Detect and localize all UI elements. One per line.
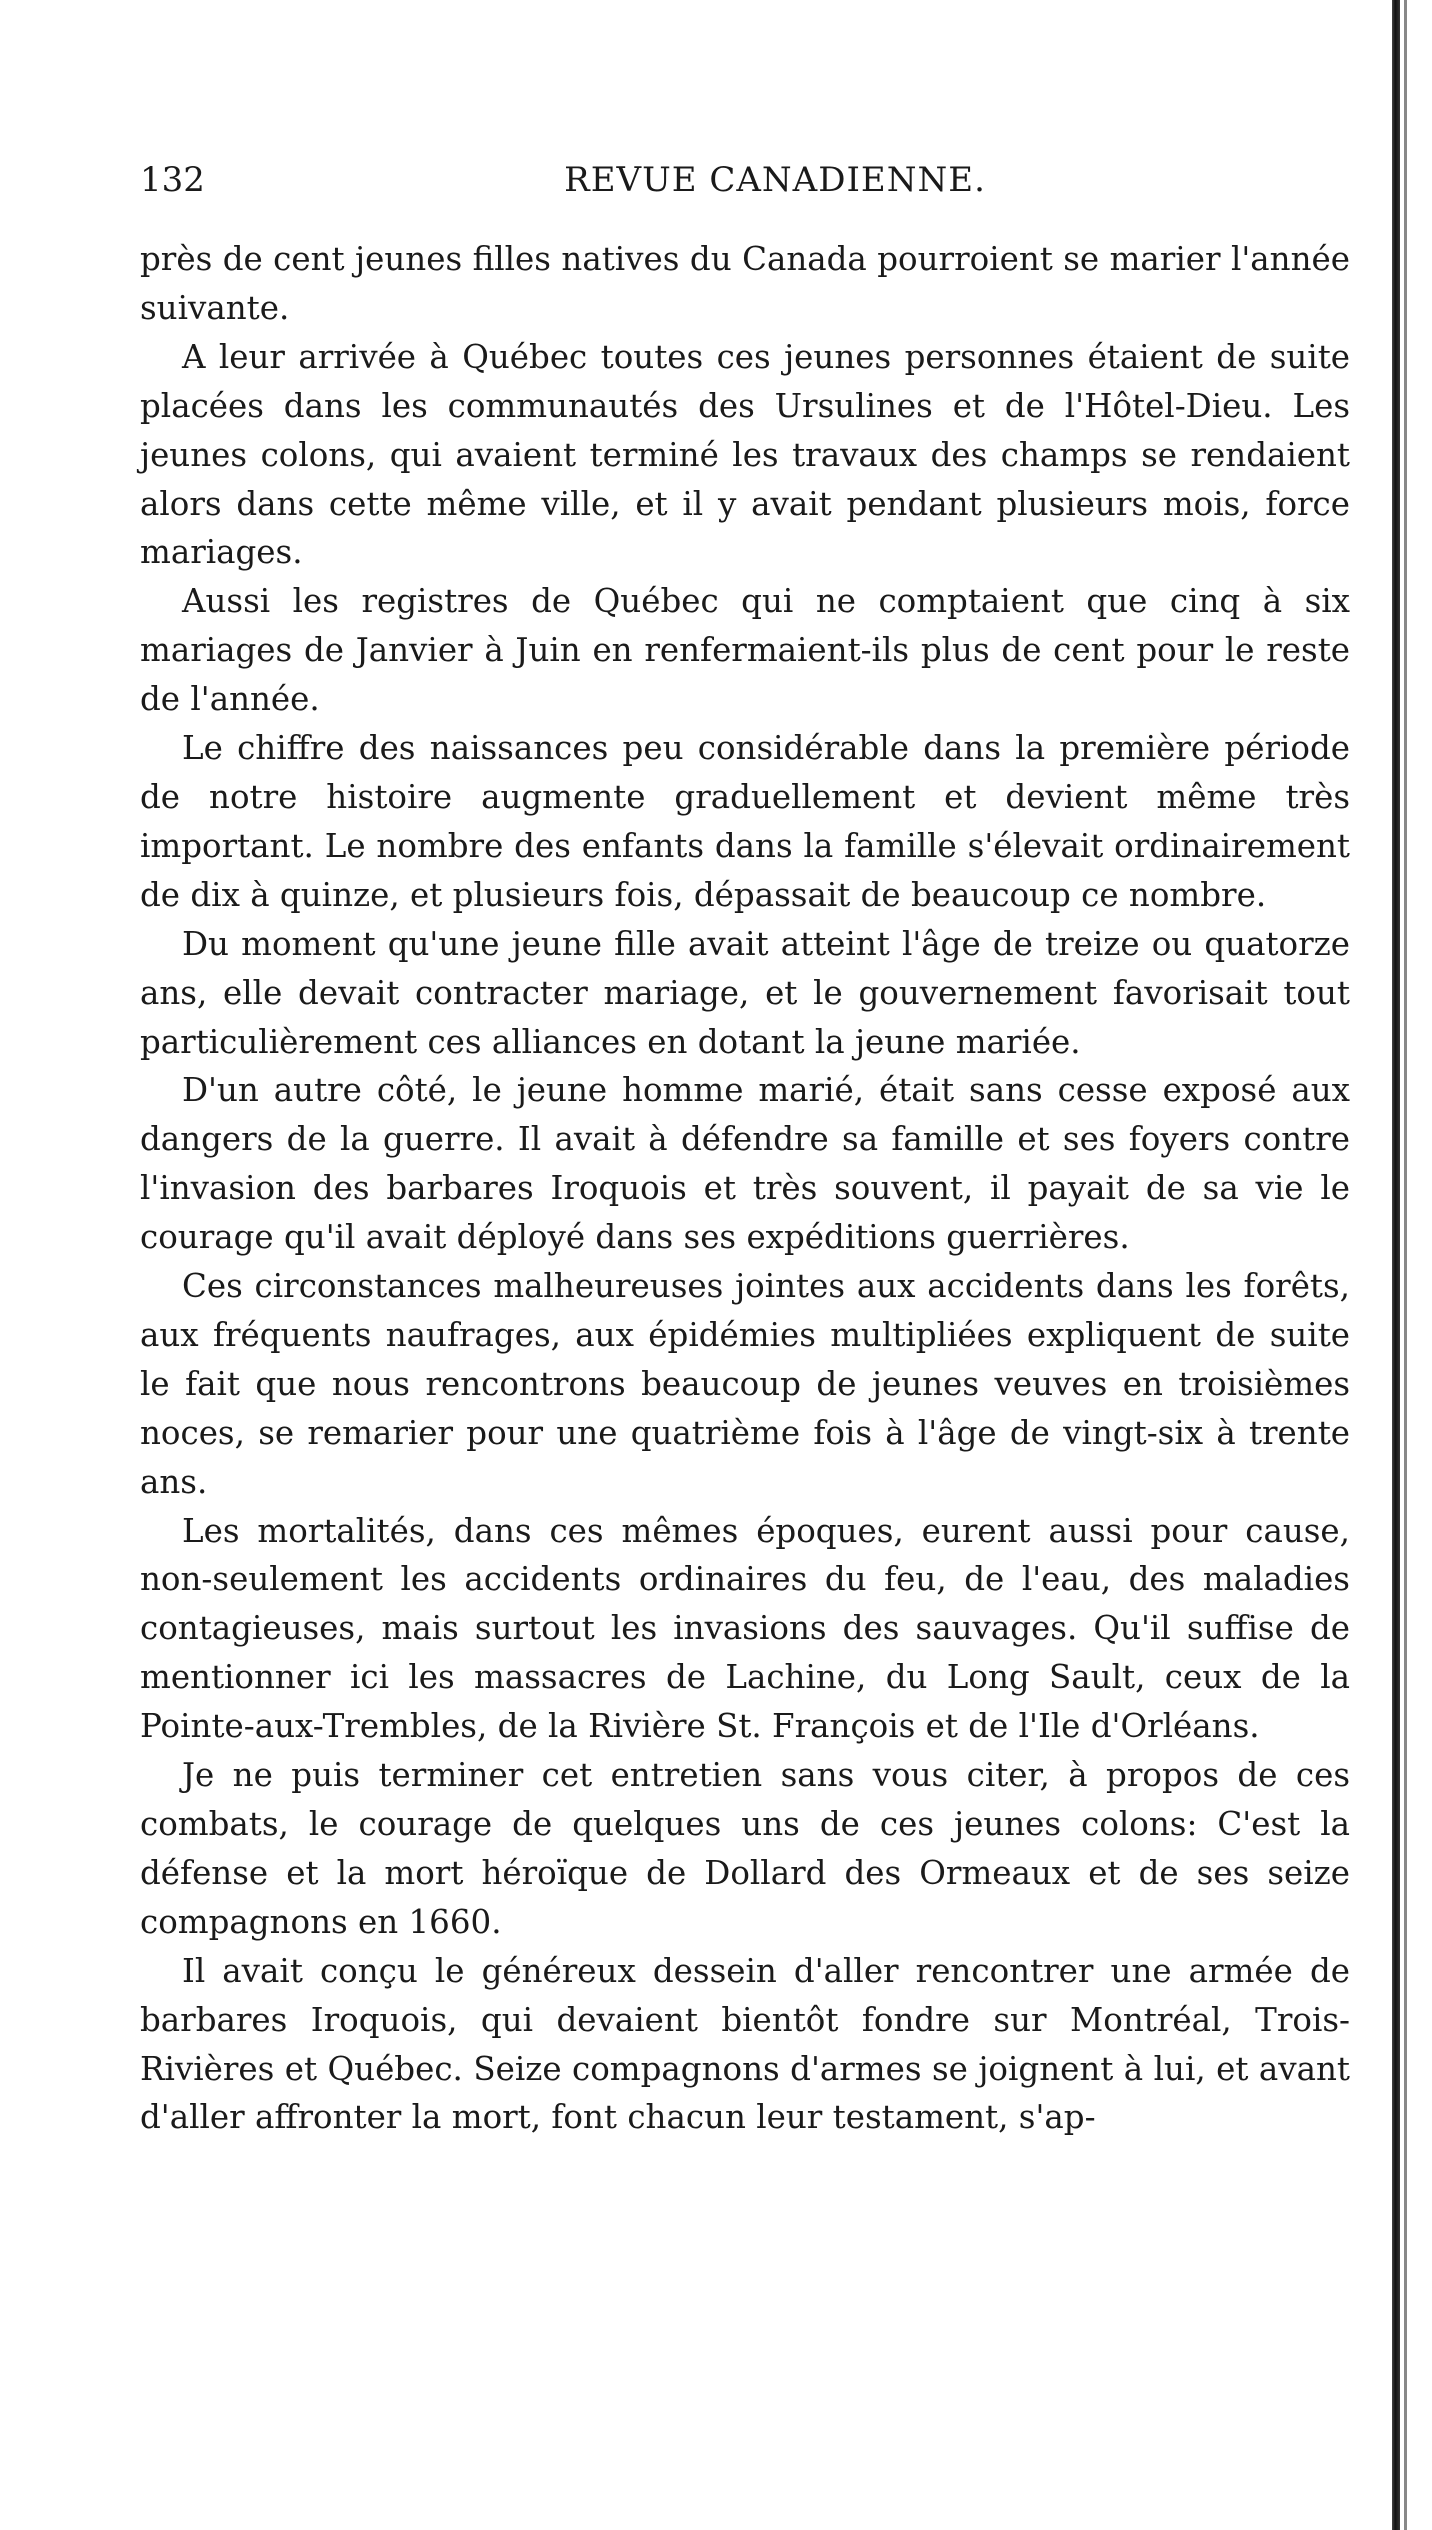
paragraph-4: Le chiffre des naissances peu considérable dans la première période de notre histoire augmente graduellement et devient même très important. Le nombre des enfants dans la famille s'élevait ordinairement de dix à quinze, et plusieurs fois, dépassait de beaucoup ce nombre.	[140, 729, 1350, 914]
paragraph-5: Du moment qu'une jeune fille avait atteint l'âge de treize ou quatorze ans, elle devait contracter mariage, et le gouvernement favorisait tout particulièrement ces alliances en dotant la jeune mariée.	[140, 924, 1350, 1061]
paragraph-8: Les mortalités, dans ces mêmes époques, eurent aussi pour cause, non-seulement les accidents ordinaires du feu, de l'eau, des maladies contagieuses, mais surtout les invasions des sauvages. Qu'il suffise de mentionner ici les massacres de Lachine, du Long Sault, ceux de la Pointe-aux-Trembles, de la Rivière St. François et de l'Ile d'Orléans.	[140, 1511, 1350, 1746]
page-edge-line	[1404, 0, 1407, 2530]
paragraph-3: Aussi les registres de Québec qui ne comptaient que cinq à six mariages de Janvier à Juin en renfermaient-ils plus de cent pour le reste de l'année.	[140, 582, 1350, 719]
paragraph-2: A leur arrivée à Québec toutes ces jeunes personnes étaient de suite placées dans les communautés des Ursulines et de l'Hôtel-Dieu. Les jeunes colons, qui avaient terminé les travaux des champs se rendaient alors dans cette même ville, et il y avait pendant plusieurs mois, force mariages.	[140, 337, 1350, 572]
running-title: REVUE CANADIENNE.	[564, 160, 986, 200]
body-text	[140, 235, 1350, 2142]
paragraph-6: D'un autre côté, le jeune homme marié, était sans cesse exposé aux dangers de la guerre. Il avait à défendre sa famille et ses foyers contre l'invasion des barbares Iroquois et très souvent, il payait de sa vie le courage qu'il avait déployé dans ses expéditions guerrières.	[140, 1071, 1350, 1257]
page-header	[140, 150, 1350, 210]
paragraph-10: Il avait conçu le généreux dessein d'aller rencontrer une armée de barbares Iroquois, qui devaient bientôt fondre sur Montréal, Trois-Rivières et Québec. Seize compagnons d'armes se joignent à lui, et avant d'aller affronter la mort, font chacun leur testament, s'ap-	[140, 1951, 1350, 2137]
paragraph-9: Je ne puis terminer cet entretien sans vous citer, à propos de ces combats, le courage de quelques uns de ces jeunes colons: C'est la défense et la mort héroïque de Dollard des Ormeaux et de ses seize compagnons en 1660.	[140, 1756, 1350, 1941]
paragraph-1: près de cent jeunes filles natives du Canada pourroient se marier l'année suivante.	[140, 240, 1350, 327]
page-edge-shadow	[1392, 0, 1400, 2530]
page-number: 132	[140, 160, 205, 200]
paragraph-7: Ces circonstances malheureuses jointes aux accidents dans les forêts, aux fréquents naufrages, aux épidémies multipliées expliquent de suite le fait que nous rencontrons beaucoup de jeunes veuves en troisièmes noces, se remarier pour une quatrième fois à l'âge de vingt-six à trente ans.	[140, 1267, 1350, 1501]
